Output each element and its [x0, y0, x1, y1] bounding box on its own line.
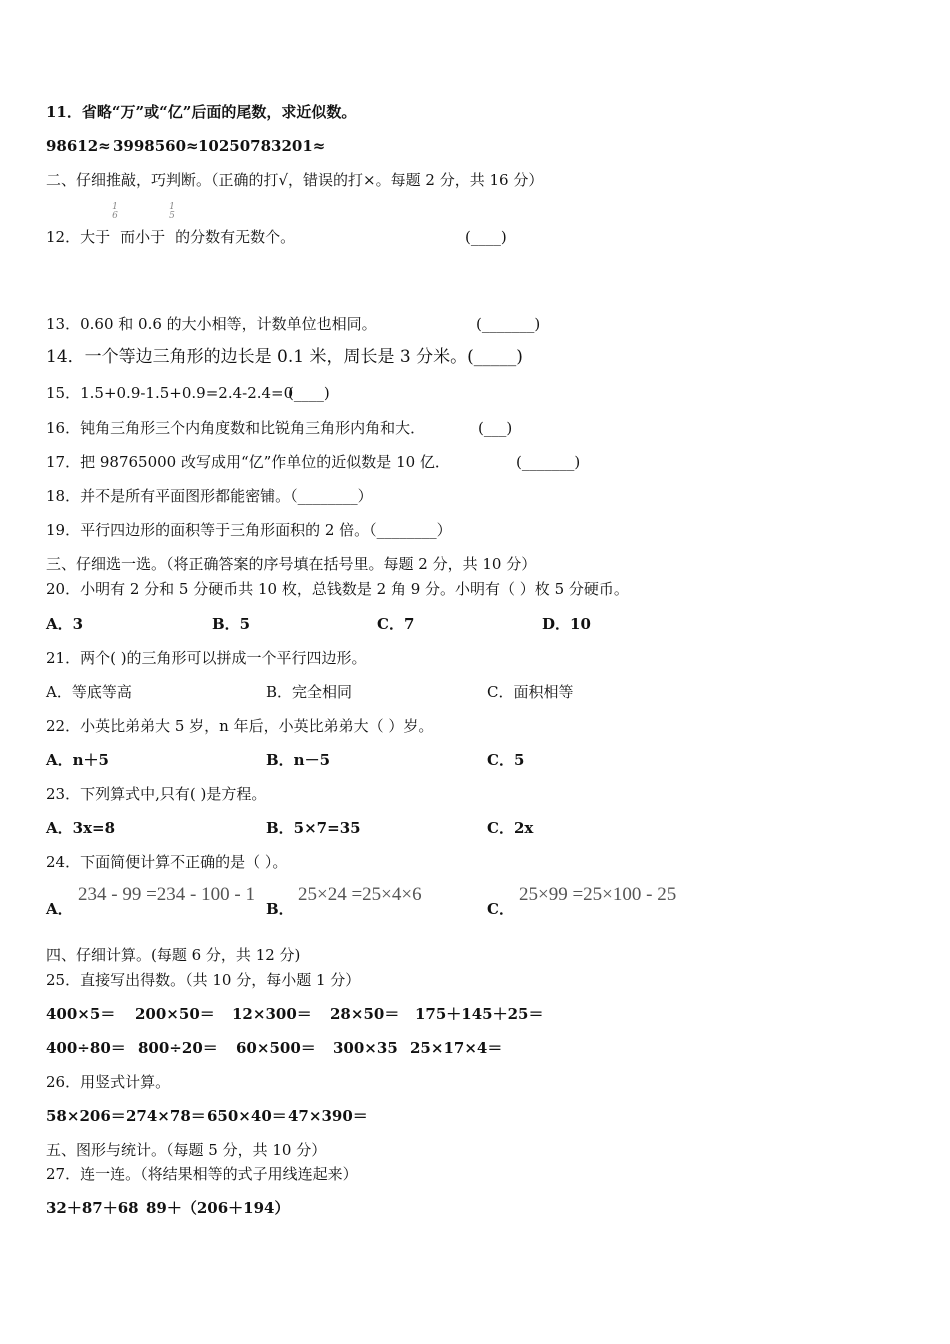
q21-text: 21．两个( )的三角形可以拼成一个平行四边形。: [46, 649, 367, 667]
q11-item-3: 10250783201≈: [198, 137, 326, 155]
q20-option-c[interactable]: C．7: [377, 615, 415, 633]
q25-row2-item-4: 300×35: [333, 1039, 398, 1057]
q15-text: 15．1.5+0.9-1.5+0.9=2.4-2.4=0: [46, 384, 294, 402]
q25-row1-item-5: 175＋145＋25＝: [415, 1005, 544, 1023]
q25-row2-item-2: 800÷20＝: [138, 1039, 218, 1057]
q12-fraction-2: 1 5: [169, 202, 175, 221]
q21-option-c[interactable]: C．面积相等: [487, 683, 574, 701]
q22-text: 22．小英比弟弟大 5 岁，n 年后，小英比弟弟大（ ）岁。: [46, 717, 434, 735]
q25-row1-item-3: 12×300＝: [232, 1005, 312, 1023]
q24-option-b-label[interactable]: B．: [266, 900, 294, 918]
q16-answer-blank[interactable]: (___): [478, 419, 513, 437]
section2-title: 二、仔细推敲，巧判断。（正确的打√，错误的打×。每题 2 分，共 16 分）: [46, 171, 544, 189]
q12-line: [46, 227, 295, 247]
q26-item-1: 58×206＝: [46, 1107, 126, 1125]
q22-option-b[interactable]: B．n－5: [266, 751, 331, 769]
section4-title: 四、仔细计算。(每题 6 分，共 12 分): [46, 946, 301, 964]
q23-option-b[interactable]: B．5×7=35: [266, 819, 361, 837]
q25-row1-item-1: 400×5＝: [46, 1005, 116, 1023]
q11-title: 11．省略“万”或“亿”后面的尾数，求近似数。: [46, 103, 357, 121]
q12-fraction-1: 1 6: [112, 202, 118, 221]
q25-row1-item-4: 28×50＝: [330, 1005, 400, 1023]
q23-text: 23．下列算式中,只有( )是方程。: [46, 785, 267, 803]
q17-text: 17．把 98765000 改写成用“亿”作单位的近似数是 10 亿．: [46, 453, 450, 471]
q25-row2-item-3: 60×500＝: [236, 1039, 316, 1057]
q24-formula-a: 234 - 99 =234 - 100 - 1: [78, 884, 255, 905]
q26-item-2: 274×78＝: [126, 1107, 206, 1125]
q25-row2-item-5: 25×17×4＝: [410, 1039, 503, 1057]
q18-text: 18．并不是所有平面图形都能密铺。（________）: [46, 487, 373, 505]
q25-text: 25．直接写出得数。（共 10 分，每小题 1 分）: [46, 971, 361, 989]
q26-item-4: 47×390＝: [288, 1107, 368, 1125]
q24-option-c-label[interactable]: C．: [487, 900, 514, 918]
q14-text: 14．一个等边三角形的边长是 0.1 米，周长是 3 分米。(_____): [46, 347, 523, 367]
section3-title: 三、仔细选一选。（将正确答案的序号填在括号里。每题 2 分，共 10 分）: [46, 555, 537, 573]
section5-title: 五、图形与统计。（每题 5 分，共 10 分）: [46, 1141, 327, 1159]
q20-option-d[interactable]: D．10: [542, 615, 591, 633]
q12-part1: 12．大于: [46, 228, 111, 246]
q22-option-a[interactable]: A．n＋5: [46, 751, 109, 769]
q23-option-c[interactable]: C．2x: [487, 819, 534, 837]
q19-text: 19．平行四边形的面积等于三角形面积的 2 倍。（________）: [46, 521, 452, 539]
q21-option-a[interactable]: A．等底等高: [46, 683, 132, 701]
q25-row1-item-2: 200×50＝: [135, 1005, 215, 1023]
q26-text: 26．用竖式计算。: [46, 1073, 171, 1091]
q12-answer-blank[interactable]: (____): [465, 228, 507, 246]
q27-item-1: 32＋87＋68: [46, 1199, 139, 1217]
q22-option-c[interactable]: C．5: [487, 751, 525, 769]
q17-answer-blank[interactable]: (_______): [516, 453, 581, 471]
q23-option-a[interactable]: A．3x=8: [46, 819, 116, 837]
q13-text: 13．0.60 和 0.6 的大小相等，计数单位也相同。: [46, 315, 377, 333]
q24-formula-c: 25×99 =25×100 - 25: [519, 884, 677, 905]
q24-formula-b: 25×24 =25×4×6: [298, 884, 422, 905]
q16-text: 16．钝角三角形三个内角度数和比锐角三角形内角和大．: [46, 419, 426, 437]
q27-item-2: 89＋（206＋194）: [146, 1199, 290, 1217]
q26-item-3: 650×40＝: [207, 1107, 287, 1125]
q24-option-a-label[interactable]: A．: [46, 900, 73, 918]
q20-text: 20．小明有 2 分和 5 分硬币共 10 枚，总钱数是 2 角 9 分。小明有（ ）枚 5 分硬币。: [46, 580, 629, 598]
q24-text: 24．下面简便计算不正确的是（ ）。: [46, 853, 288, 871]
q20-option-a[interactable]: A．3: [46, 615, 84, 633]
q11-item-2: 3998560≈: [113, 137, 199, 155]
q25-row2-item-1: 400÷80＝: [46, 1039, 126, 1057]
q21-option-b[interactable]: B．完全相同: [266, 683, 353, 701]
q12-part2: 而小于: [120, 228, 166, 246]
q15-answer-blank[interactable]: (____): [288, 384, 330, 402]
q27-text: 27．连一连。（将结果相等的式子用线连起来）: [46, 1165, 358, 1183]
q13-answer-blank[interactable]: (_______): [476, 315, 541, 333]
q12-part3: 的分数有无数个。: [175, 228, 296, 246]
q20-option-b[interactable]: B．5: [212, 615, 251, 633]
q11-item-1: 98612≈: [46, 137, 111, 155]
